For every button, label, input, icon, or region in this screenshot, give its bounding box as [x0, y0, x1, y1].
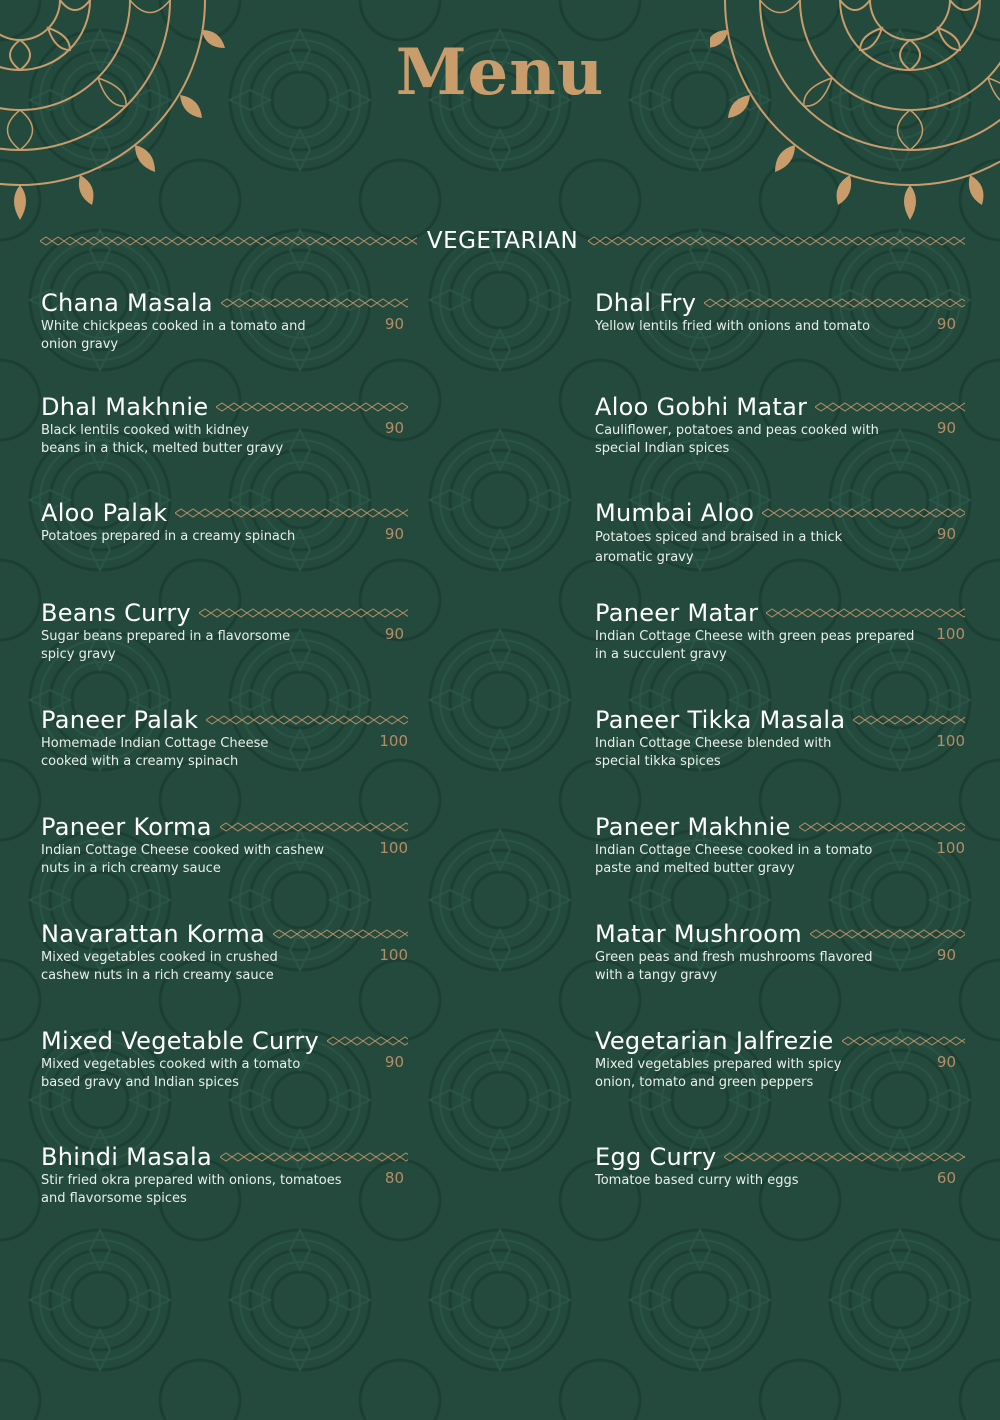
mandala-ornament-left — [0, 0, 230, 225]
item-price: 100 — [379, 946, 408, 964]
dotted-leader — [327, 1036, 408, 1046]
item-description: Black lentils cooked with kidney beans in a thick, melted butter gravy — [41, 423, 284, 456]
dotted-leader — [799, 822, 965, 832]
menu-item — [595, 1142, 965, 1190]
item-name: Paneer Makhnie — [595, 813, 791, 841]
dotted-leader — [221, 298, 408, 308]
item-description: Potatoes prepared in a creamy spinach — [41, 529, 296, 544]
item-name: Matar Mushroom — [595, 920, 802, 948]
item-description: Mixed vegetables cooked with a tomato based gravy and Indian spices — [41, 1057, 301, 1090]
item-name: Aloo Gobhi Matar — [595, 393, 808, 421]
menu-item — [41, 498, 408, 546]
dotted-leader — [175, 508, 408, 518]
item-name: Mixed Vegetable Curry — [41, 1027, 319, 1055]
item-price: 100 — [936, 625, 965, 643]
item-name: Bhindi Masala — [41, 1143, 212, 1171]
item-description: Indian Cottage Cheese cooked in a tomato paste and melted butter gravy — [595, 843, 873, 876]
item-name: Dhal Makhnie — [41, 393, 209, 421]
item-name: Paneer Palak — [41, 706, 199, 734]
menu-item — [595, 288, 965, 336]
dotted-leader — [766, 608, 965, 618]
menu-item — [595, 919, 965, 984]
item-price: 90 — [384, 419, 404, 437]
dotted-leader — [810, 929, 965, 939]
item-name: Paneer Korma — [41, 813, 212, 841]
dotted-leader — [815, 402, 965, 412]
ornament-divider-left — [40, 236, 417, 246]
menu-item — [41, 919, 408, 984]
dotted-leader — [704, 298, 965, 308]
item-description: Stir fried okra prepared with onions, tomatoes and flavorsome spices — [41, 1173, 342, 1206]
item-price: 60 — [936, 1169, 956, 1187]
item-description: Potatoes spiced and braised in a thick aromatic gravy — [595, 530, 843, 565]
mandala-ornament-right — [710, 0, 1000, 225]
item-name: Dhal Fry — [595, 289, 697, 317]
dotted-leader — [842, 1036, 965, 1046]
item-description: Indian Cottage Cheese blended with special tikka spices — [595, 736, 832, 769]
item-description: Homemade Indian Cottage Cheese cooked with a creamy spinach — [41, 736, 269, 769]
menu-item — [41, 598, 408, 663]
dotted-leader — [199, 608, 408, 618]
item-name: Chana Masala — [41, 289, 213, 317]
item-description: Sugar beans prepared in a flavorsome spicy gravy — [41, 629, 291, 662]
item-description: Mixed vegetables prepared with spicy onion, tomato and green peppers — [595, 1057, 842, 1090]
item-name: Beans Curry — [41, 599, 192, 627]
menu-item — [41, 392, 408, 457]
item-price: 100 — [936, 732, 965, 750]
menu-item — [595, 392, 965, 457]
item-price: 100 — [379, 839, 408, 857]
dotted-leader — [853, 715, 965, 725]
item-description: Tomatoe based curry with eggs — [595, 1173, 799, 1188]
menu-item — [595, 598, 965, 663]
item-description: Yellow lentils fried with onions and tomato — [595, 319, 871, 334]
item-price: 80 — [384, 1169, 404, 1187]
item-name: Navarattan Korma — [41, 920, 266, 948]
menu-item — [595, 705, 965, 770]
menu-title: Menu — [395, 35, 605, 110]
menu-item — [595, 498, 965, 568]
item-price: 100 — [936, 839, 965, 857]
item-name: Mumbai Aloo — [595, 499, 755, 527]
dotted-leader — [220, 1152, 408, 1162]
item-price: 90 — [936, 419, 956, 437]
dotted-leader — [762, 508, 965, 518]
menu-item — [595, 812, 965, 877]
menu-item — [41, 1026, 408, 1091]
item-description: Indian Cottage Cheese cooked with cashew nuts in a rich creamy sauce — [41, 843, 325, 876]
dotted-leader — [206, 715, 408, 725]
menu-item — [41, 705, 408, 770]
item-name: Paneer Tikka Masala — [595, 706, 846, 734]
menu-item — [41, 1142, 408, 1207]
item-name: Paneer Matar — [595, 599, 759, 627]
dotted-leader — [216, 402, 408, 412]
item-name: Aloo Palak — [41, 499, 168, 527]
item-description: Mixed vegetables cooked in crushed cashew nuts in a rich creamy sauce — [41, 950, 278, 983]
item-name: Egg Curry — [595, 1143, 717, 1171]
menu-item — [41, 812, 408, 877]
item-price: 90 — [384, 315, 404, 333]
item-price: 90 — [384, 525, 404, 543]
section-title: VEGETARIAN — [426, 228, 579, 254]
item-description: Cauliflower, potatoes and peas cooked with special Indian spices — [595, 423, 879, 456]
item-price: 90 — [936, 525, 956, 543]
item-price: 90 — [384, 625, 404, 643]
item-description: White chickpeas cooked in a tomato and onion gravy — [41, 319, 306, 352]
item-price: 90 — [936, 1053, 956, 1071]
menu-item — [595, 1026, 965, 1091]
item-price: 90 — [936, 315, 956, 333]
item-name: Vegetarian Jalfrezie — [595, 1027, 834, 1055]
item-price: 100 — [379, 732, 408, 750]
dotted-leader — [724, 1152, 965, 1162]
dotted-leader — [220, 822, 408, 832]
item-price: 90 — [384, 1053, 404, 1071]
section-header — [40, 226, 965, 256]
item-price: 90 — [936, 946, 956, 964]
item-description: Green peas and fresh mushrooms flavored with a tangy gravy — [595, 950, 873, 983]
dotted-leader — [273, 929, 408, 939]
menu-item — [41, 288, 408, 353]
ornament-divider-right — [588, 236, 965, 246]
item-description: Indian Cottage Cheese with green peas prepared in a succulent gravy — [595, 629, 915, 662]
